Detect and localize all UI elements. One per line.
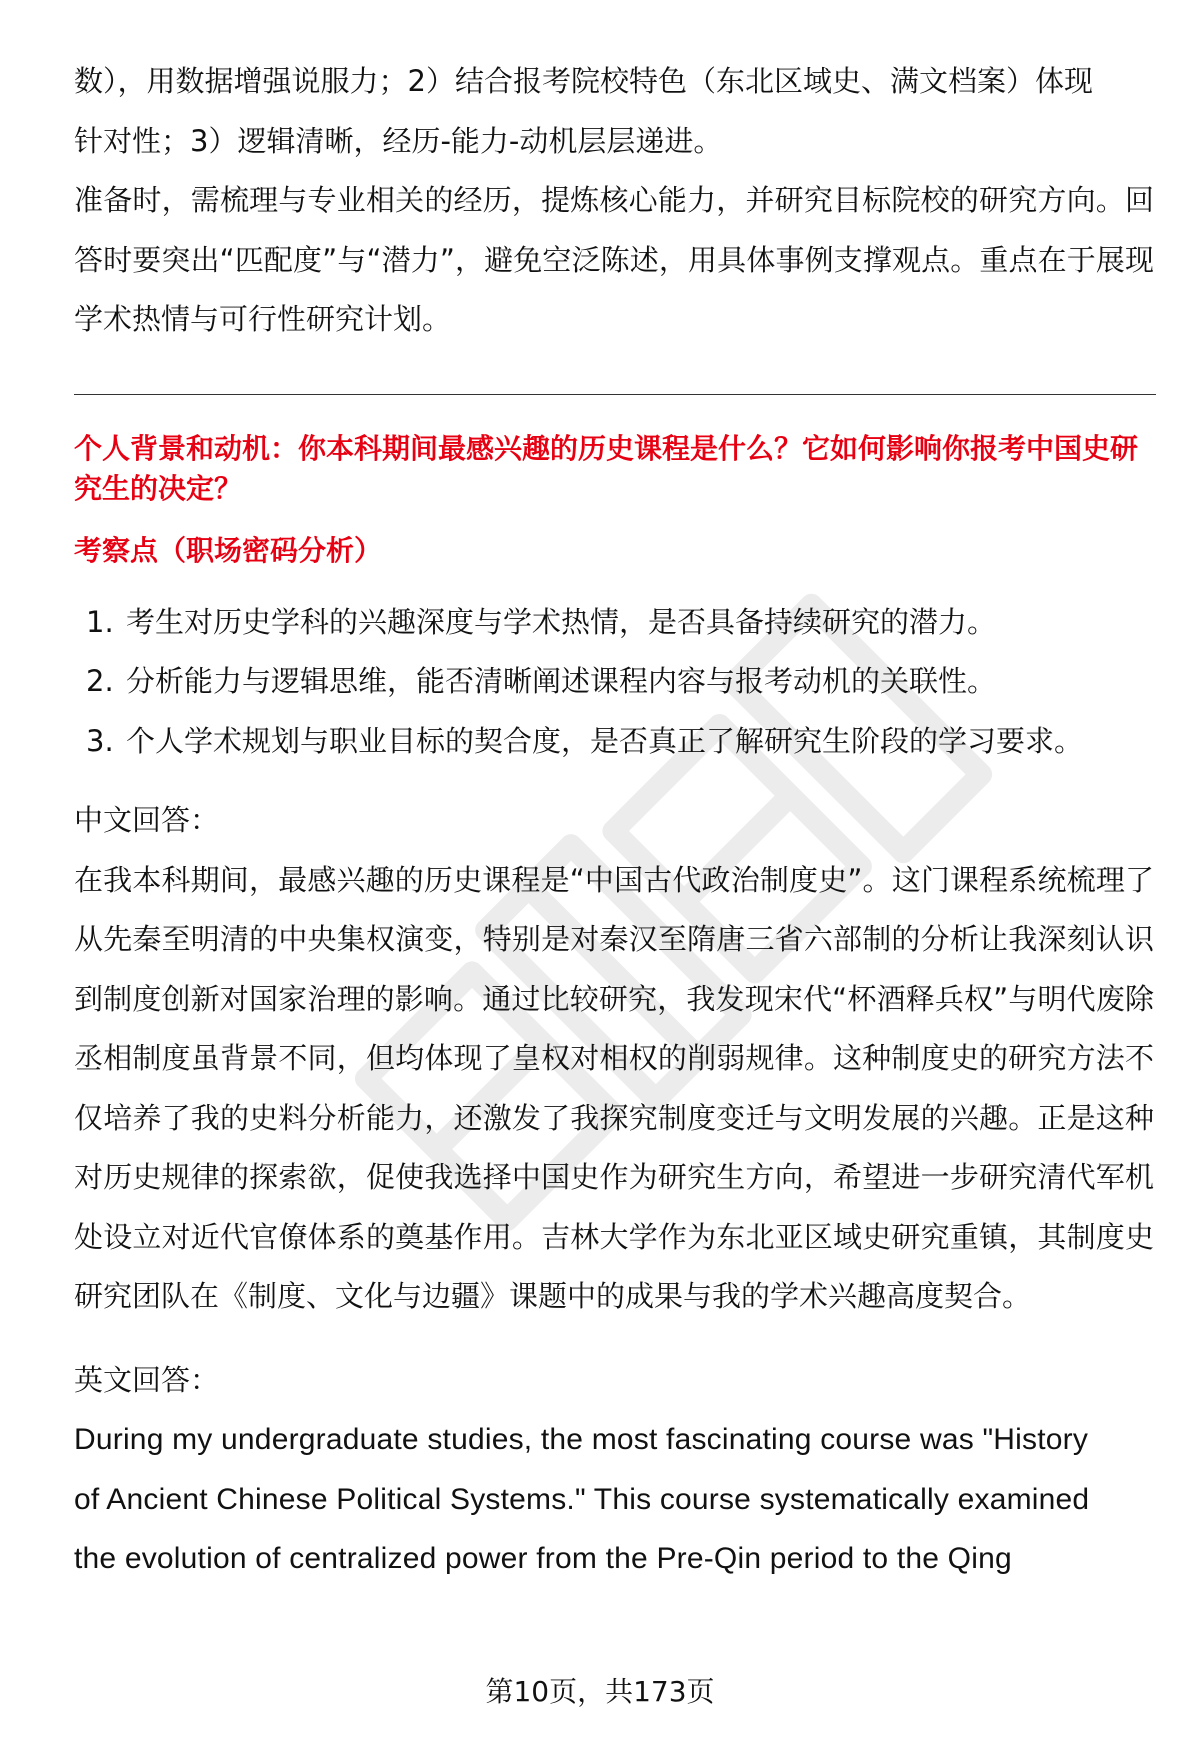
english-answer-line: During my undergraduate studies, the most fascinating course was "History [74,1423,1089,1456]
intro-line-2: 针对性；3）逻辑清晰，经历-能力-动机层层递进。 [74,123,723,158]
list-item-text: 个人学术规划与职业目标的契合度，是否真正了解研究生阶段的学习要求。 [126,723,1084,758]
page-indicator: 第10页，共173页 [485,1675,715,1708]
analysis-list [74,593,1154,772]
question-heading: 个人背景和动机：你本科期间最感兴趣的历史课程是什么？它如何影响你报考中国史研究生的决定？ [74,431,1139,505]
english-answer-line: the evolution of centralized power from the Pre-Qin period to the Qing [74,1542,1012,1575]
chinese-answer-text: 在我本科期间，最感兴趣的历史课程是“中国古代政治制度史”。这门课程系统梳理了从先秦至明清的中央集权演变，特别是对秦汉至隋唐三省六部制的分析让我深刻认识到制度创新对国家治理的影响。通过比较研究，我发现宋代“杯酒释兵权”与明代废除丞相制度虽背景不同，但均体现了皇权对相权的削弱规律。这种制度史的研究方法不仅培养了我的史料分析能力，还激发了我探究制度变迁与文明发展的兴趣。正是这种对历史规律的探索欲，促使我选择中国史作为研究生方向，希望进一步研究清代军机处设立对近代官僚体系的奠基作用。吉林大学作为东北亚区域史研究重镇，其制度史研究团队在《制度、文化与边疆》课题中的成果与我的学术兴趣高度契合。 [74,862,1154,1313]
page-content [74,52,1154,1589]
list-item-number: 3. [86,723,114,758]
list-item [74,593,1154,653]
list-item-number: 1. [86,604,114,639]
intro-paragraph: 准备时，需梳理与专业相关的经历，提炼核心能力，并研究目标院校的研究方向。回答时要突出“匹配度”与“潜力”，避免空泛陈述，用具体事例支撑观点。重点在于展现学术热情与可行性研究计划。 [74,183,1154,336]
intro-line-1: 数），用数据增强说服力；2）结合报考院校特色（东北区域史、满文档案）体现 [74,64,1093,98]
section-divider [74,394,1156,395]
analysis-heading: 考察点（职场密码分析） [74,533,383,567]
english-answer-label: 英文回答： [74,1362,220,1397]
list-item-text: 分析能力与逻辑思维，能否清晰阐述课程内容与报考动机的关联性。 [126,664,997,698]
chinese-answer-label: 中文回答： [74,803,220,837]
list-item [74,712,1154,772]
list-item-number: 2. [86,664,114,698]
list-item [74,652,1154,712]
english-answer-line: of Ancient Chinese Political Systems." This course systematically examined [74,1482,1090,1516]
list-item-text: 考生对历史学科的兴趣深度与学术热情，是否具备持续研究的潜力。 [126,604,997,639]
